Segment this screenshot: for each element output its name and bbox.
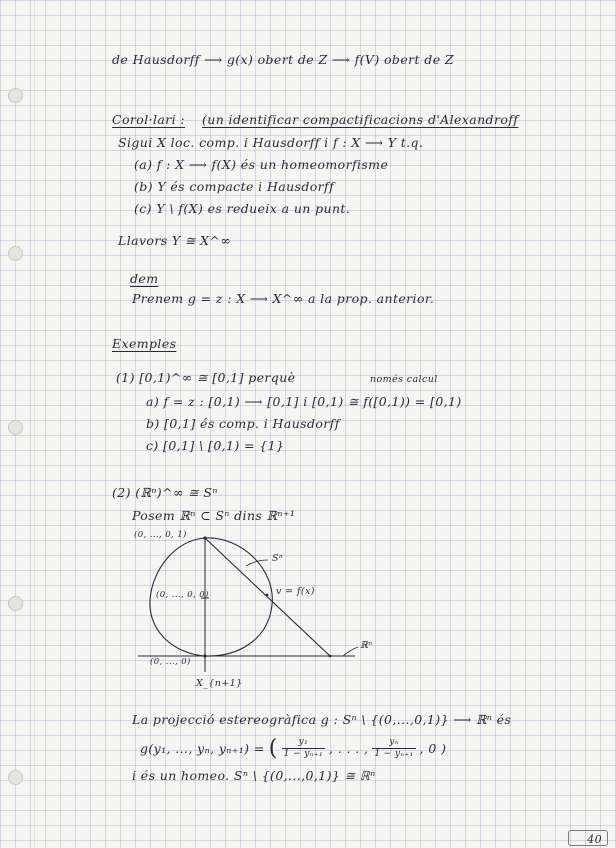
- fraction-2-den: 1 − yₙ₊₁: [374, 749, 414, 759]
- proof-line: Prenem g = z : X ⟶ X^∞ a la prop. anterior.: [132, 291, 435, 306]
- fraction-1: [282, 737, 325, 760]
- label-center: (0, ..., 0, 0): [156, 590, 209, 600]
- proof-label: dem: [130, 271, 159, 286]
- label-v: v = f(x): [276, 586, 315, 597]
- projection-ray: [205, 538, 330, 656]
- annotation: només calcul: [370, 374, 438, 385]
- example-1c: c) [0,1] \ [0,1) = {1}: [146, 438, 285, 453]
- condition-c: (c) Y \ f(X) es redueix a un punt.: [134, 201, 351, 216]
- corollari-text: (un identificar compactificacions d'Alexandroff: [202, 112, 519, 127]
- page-number: 40: [587, 833, 602, 846]
- text-line-1: de Hausdorff ⟶ g(x) obert de Z ⟶ f(V) obert de Z: [112, 52, 454, 67]
- formula-end: , 0 ): [419, 741, 447, 756]
- formula-left: g(y₁, ..., yₙ, yₙ₊₁) =: [140, 741, 265, 756]
- projection-formula: [140, 736, 446, 761]
- point-x: [329, 655, 332, 658]
- rn-arrow: [343, 647, 358, 656]
- fraction-dots: , . . . ,: [328, 741, 369, 756]
- homeo-line: i és un homeo. Sⁿ \ {(0,...,0,1)} ≅ ℝⁿ: [132, 768, 376, 783]
- label-sn: Sⁿ: [272, 553, 284, 564]
- embedding-line: Posem ℝⁿ ⊂ Sⁿ dins ℝⁿ⁺¹: [132, 508, 296, 523]
- origin-point: [203, 654, 206, 657]
- north-pole: [203, 536, 206, 539]
- fraction-1-num: y₁: [282, 737, 325, 749]
- label-north-pole: (0, ..., 0, 1): [134, 530, 187, 540]
- conclusion-line: Llavors Y ≅ X^∞: [118, 233, 232, 248]
- fraction-2: [372, 737, 415, 760]
- label-rn: ℝⁿ: [360, 640, 373, 651]
- fraction-1-den: 1 − yₙ₊₁: [283, 749, 323, 759]
- example-1a: a) f = z : [0,1) ⟶ [0,1] i [0,1) ≅ f([0,1)) = [0,1): [146, 394, 462, 409]
- corollari-heading: Corol·lari :: [112, 112, 185, 127]
- example-1: (1) [0,1)^∞ ≅ [0,1] perquè: [116, 370, 296, 385]
- fraction-2-num: yₙ: [372, 737, 415, 749]
- example-1b: b) [0,1] és comp. i Hausdorff: [146, 416, 340, 431]
- label-origin: (0, ..., 0): [150, 657, 191, 667]
- condition-a: (a) f : X ⟶ f(X) és un homeomorfisme: [134, 157, 389, 172]
- label-xn1: X_{n+1}: [196, 678, 243, 689]
- examples-heading: Exemples: [112, 336, 177, 351]
- point-v: [266, 594, 269, 597]
- example-2: (2) (ℝⁿ)^∞ ≅ Sⁿ: [112, 485, 218, 500]
- hypothesis-line: Sigui X loc. comp. i Hausdorff i f : X ⟶ Y t.q.: [118, 135, 424, 150]
- projection-line: La projecció estereogràfica g : Sⁿ \ {(0,...,0,1)} ⟶ ℝⁿ és: [132, 712, 512, 727]
- paren-left: (: [268, 736, 278, 761]
- condition-b: (b) Y és compacte i Hausdorff: [134, 179, 335, 194]
